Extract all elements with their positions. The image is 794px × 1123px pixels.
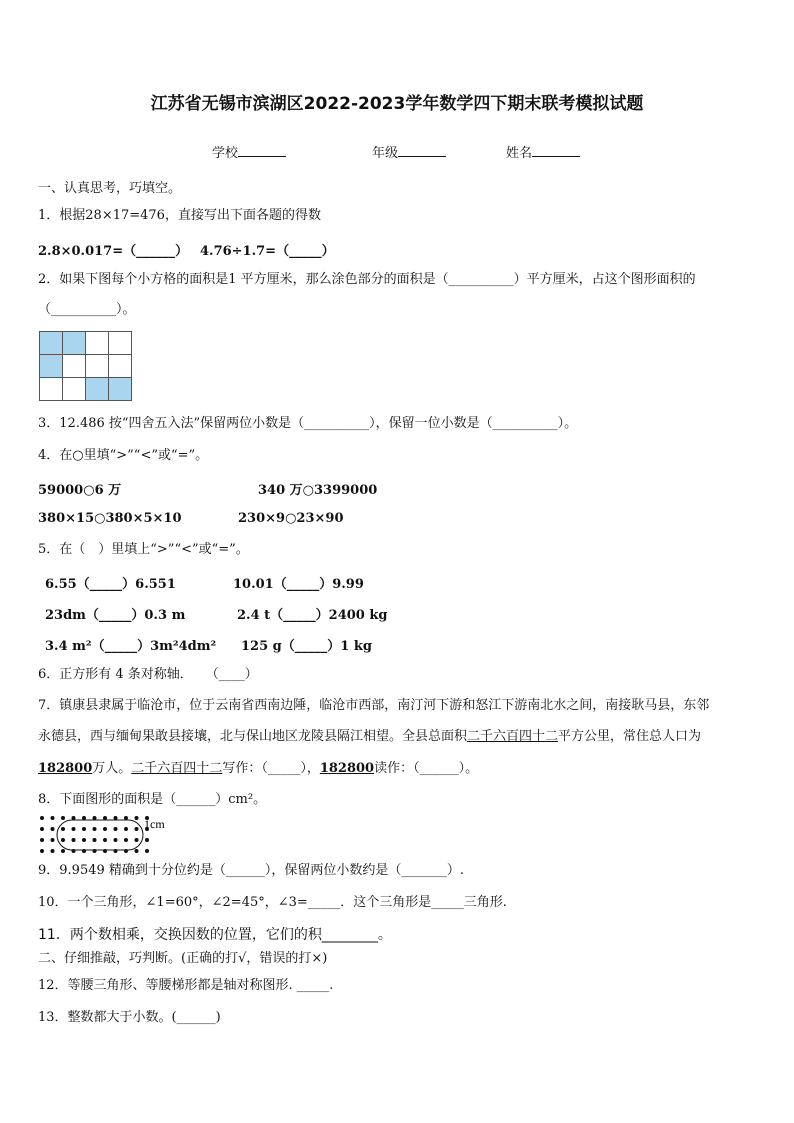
question-4a: 59000○6 万 (38, 483, 122, 498)
question-13: 13．整数都大于小数。(______) (38, 1010, 221, 1025)
grid-dot (61, 816, 65, 820)
empty-cell (63, 355, 86, 378)
unit-label: 1cm (144, 817, 165, 831)
question-11: 11．两个数相乘，交换因数的位置，它们的积________。 (38, 927, 392, 943)
rounded-shape-outline (57, 820, 143, 850)
grid-dot (72, 816, 76, 820)
grid-dot (103, 827, 107, 831)
question-12: 12．等腰三角形、等腰梯形都是轴对称图形. _____. (38, 978, 334, 993)
grid-dot (145, 838, 149, 842)
question-5b: 10.01（_____）9.99 (233, 577, 364, 592)
grid-dot (114, 816, 118, 820)
shaded-cell (109, 378, 132, 401)
grid-dot (114, 838, 118, 842)
grid-dot (93, 827, 97, 831)
grid-dot (124, 838, 128, 842)
question-10: 10．一个三角形，∠1=60°，∠2=45°，∠3=_____．这个三角形是_____三角形. (38, 895, 507, 910)
shaded-cell (40, 332, 63, 355)
question-1: 1．根据28×17=476，直接写出下面各题的得数 (38, 208, 321, 223)
question-2-blank: （__________）。 (38, 302, 136, 317)
shaded-cell (86, 378, 109, 401)
question-7-line1: 7．镇康县隶属于临沧市，位于云南省西南边陲，临沧市西部，南汀河下游和怒江下游南北水之间，南接耿马县，东邻 (38, 698, 710, 713)
grid-dot (72, 838, 76, 842)
page-title: 江苏省无锡市滨湖区2022-2023学年数学四下期末联考模拟试题 (150, 94, 644, 114)
grid-dot (51, 838, 55, 842)
question-4b: 340 万○3399000 (258, 483, 378, 498)
empty-cell (109, 332, 132, 355)
question-4c: 380×15○380×5×10 (38, 511, 182, 526)
grid-row (40, 332, 132, 355)
empty-cell (63, 378, 86, 401)
grid-dot (103, 816, 107, 820)
question-1b: 4.76÷1.7=（_____） (200, 244, 335, 259)
grid-dot (40, 838, 44, 842)
question-2: 2．如果下图每个小方格的面积是1 平方厘米，那么涂色部分的面积是（__________）平方厘米，占这个图形面积的 (38, 272, 696, 287)
shaded-cell (63, 332, 86, 355)
grid-dot (135, 849, 139, 853)
question-5e: 3.4 m²（_____）3m²4dm² (45, 639, 217, 654)
question-9: 9．9.9549 精确到十分位约是（______），保留两位小数约是（_______）. (38, 863, 465, 878)
grid-dot (114, 827, 118, 831)
grid-dot (61, 827, 65, 831)
grid-dot (40, 827, 44, 831)
grid-dot (51, 849, 55, 853)
shaded-cell (40, 355, 63, 378)
grid-dot (124, 827, 128, 831)
grid-dot (82, 816, 86, 820)
grid-dot (145, 849, 149, 853)
question-5f: 125 g（_____）1 kg (241, 639, 372, 654)
question-1a: 2.8×0.017=（______） (38, 244, 189, 259)
dot-grid-figure (36, 812, 196, 858)
question-5c: 23dm（_____）0.3 m (45, 608, 186, 623)
school-field: 学校 (212, 142, 286, 161)
grid-dot (72, 827, 76, 831)
grid-dot (93, 838, 97, 842)
empty-cell (40, 378, 63, 401)
grid-dot (61, 849, 65, 853)
section-2-heading: 二、仔细推敲，巧判断。(正确的打√，错误的打×) (38, 951, 328, 966)
grid-row (40, 378, 132, 401)
question-4: 4．在○里填“>”“<”或“=”。 (38, 448, 209, 463)
grid-dot (82, 827, 86, 831)
grid-dot (103, 838, 107, 842)
grade-field: 年级 (372, 142, 446, 161)
grid-dot (40, 849, 44, 853)
name-field: 姓名 (506, 142, 580, 161)
grid-dot (135, 816, 139, 820)
empty-cell (86, 355, 109, 378)
grid-dot (82, 838, 86, 842)
grid-row (40, 355, 132, 378)
question-5: 5．在（ ）里填上“>”“<”或“=”。 (38, 542, 249, 557)
question-3: 3．12.486 按“四舍五入法”保留两位小数是（__________），保留一位小数是（__________）。 (38, 416, 578, 431)
grid-dot (124, 816, 128, 820)
shaded-grid-figure (39, 331, 132, 401)
question-4d: 230×9○23×90 (238, 511, 344, 526)
question-7-line3: 182800万人。二千六百四十二写作：（_____），182800读作：（______）。 (38, 761, 479, 776)
grid-dot (135, 838, 139, 842)
question-5a: 6.55（_____）6.551 (45, 577, 176, 592)
question-6: 6．正方形有 4 条对称轴． （____） (38, 667, 258, 682)
grid-dot (51, 816, 55, 820)
question-7-line2: 永德县，西与缅甸果敢县接壤，北与保山地区龙陵县隔江相望。全县总面积二千六百四十二平方公里，常住总人口为 (38, 729, 702, 744)
grid-dot (61, 838, 65, 842)
question-5d: 2.4 t（_____）2400 kg (237, 608, 388, 623)
question-8: 8．下面图形的面积是（______）cm²。 (38, 792, 267, 807)
grid-dot (40, 816, 44, 820)
section-1-heading: 一、认真思考，巧填空。 (38, 181, 182, 196)
grid-dot (51, 827, 55, 831)
empty-cell (86, 332, 109, 355)
empty-cell (109, 355, 132, 378)
grid-dot (93, 816, 97, 820)
grid-dot (135, 827, 139, 831)
